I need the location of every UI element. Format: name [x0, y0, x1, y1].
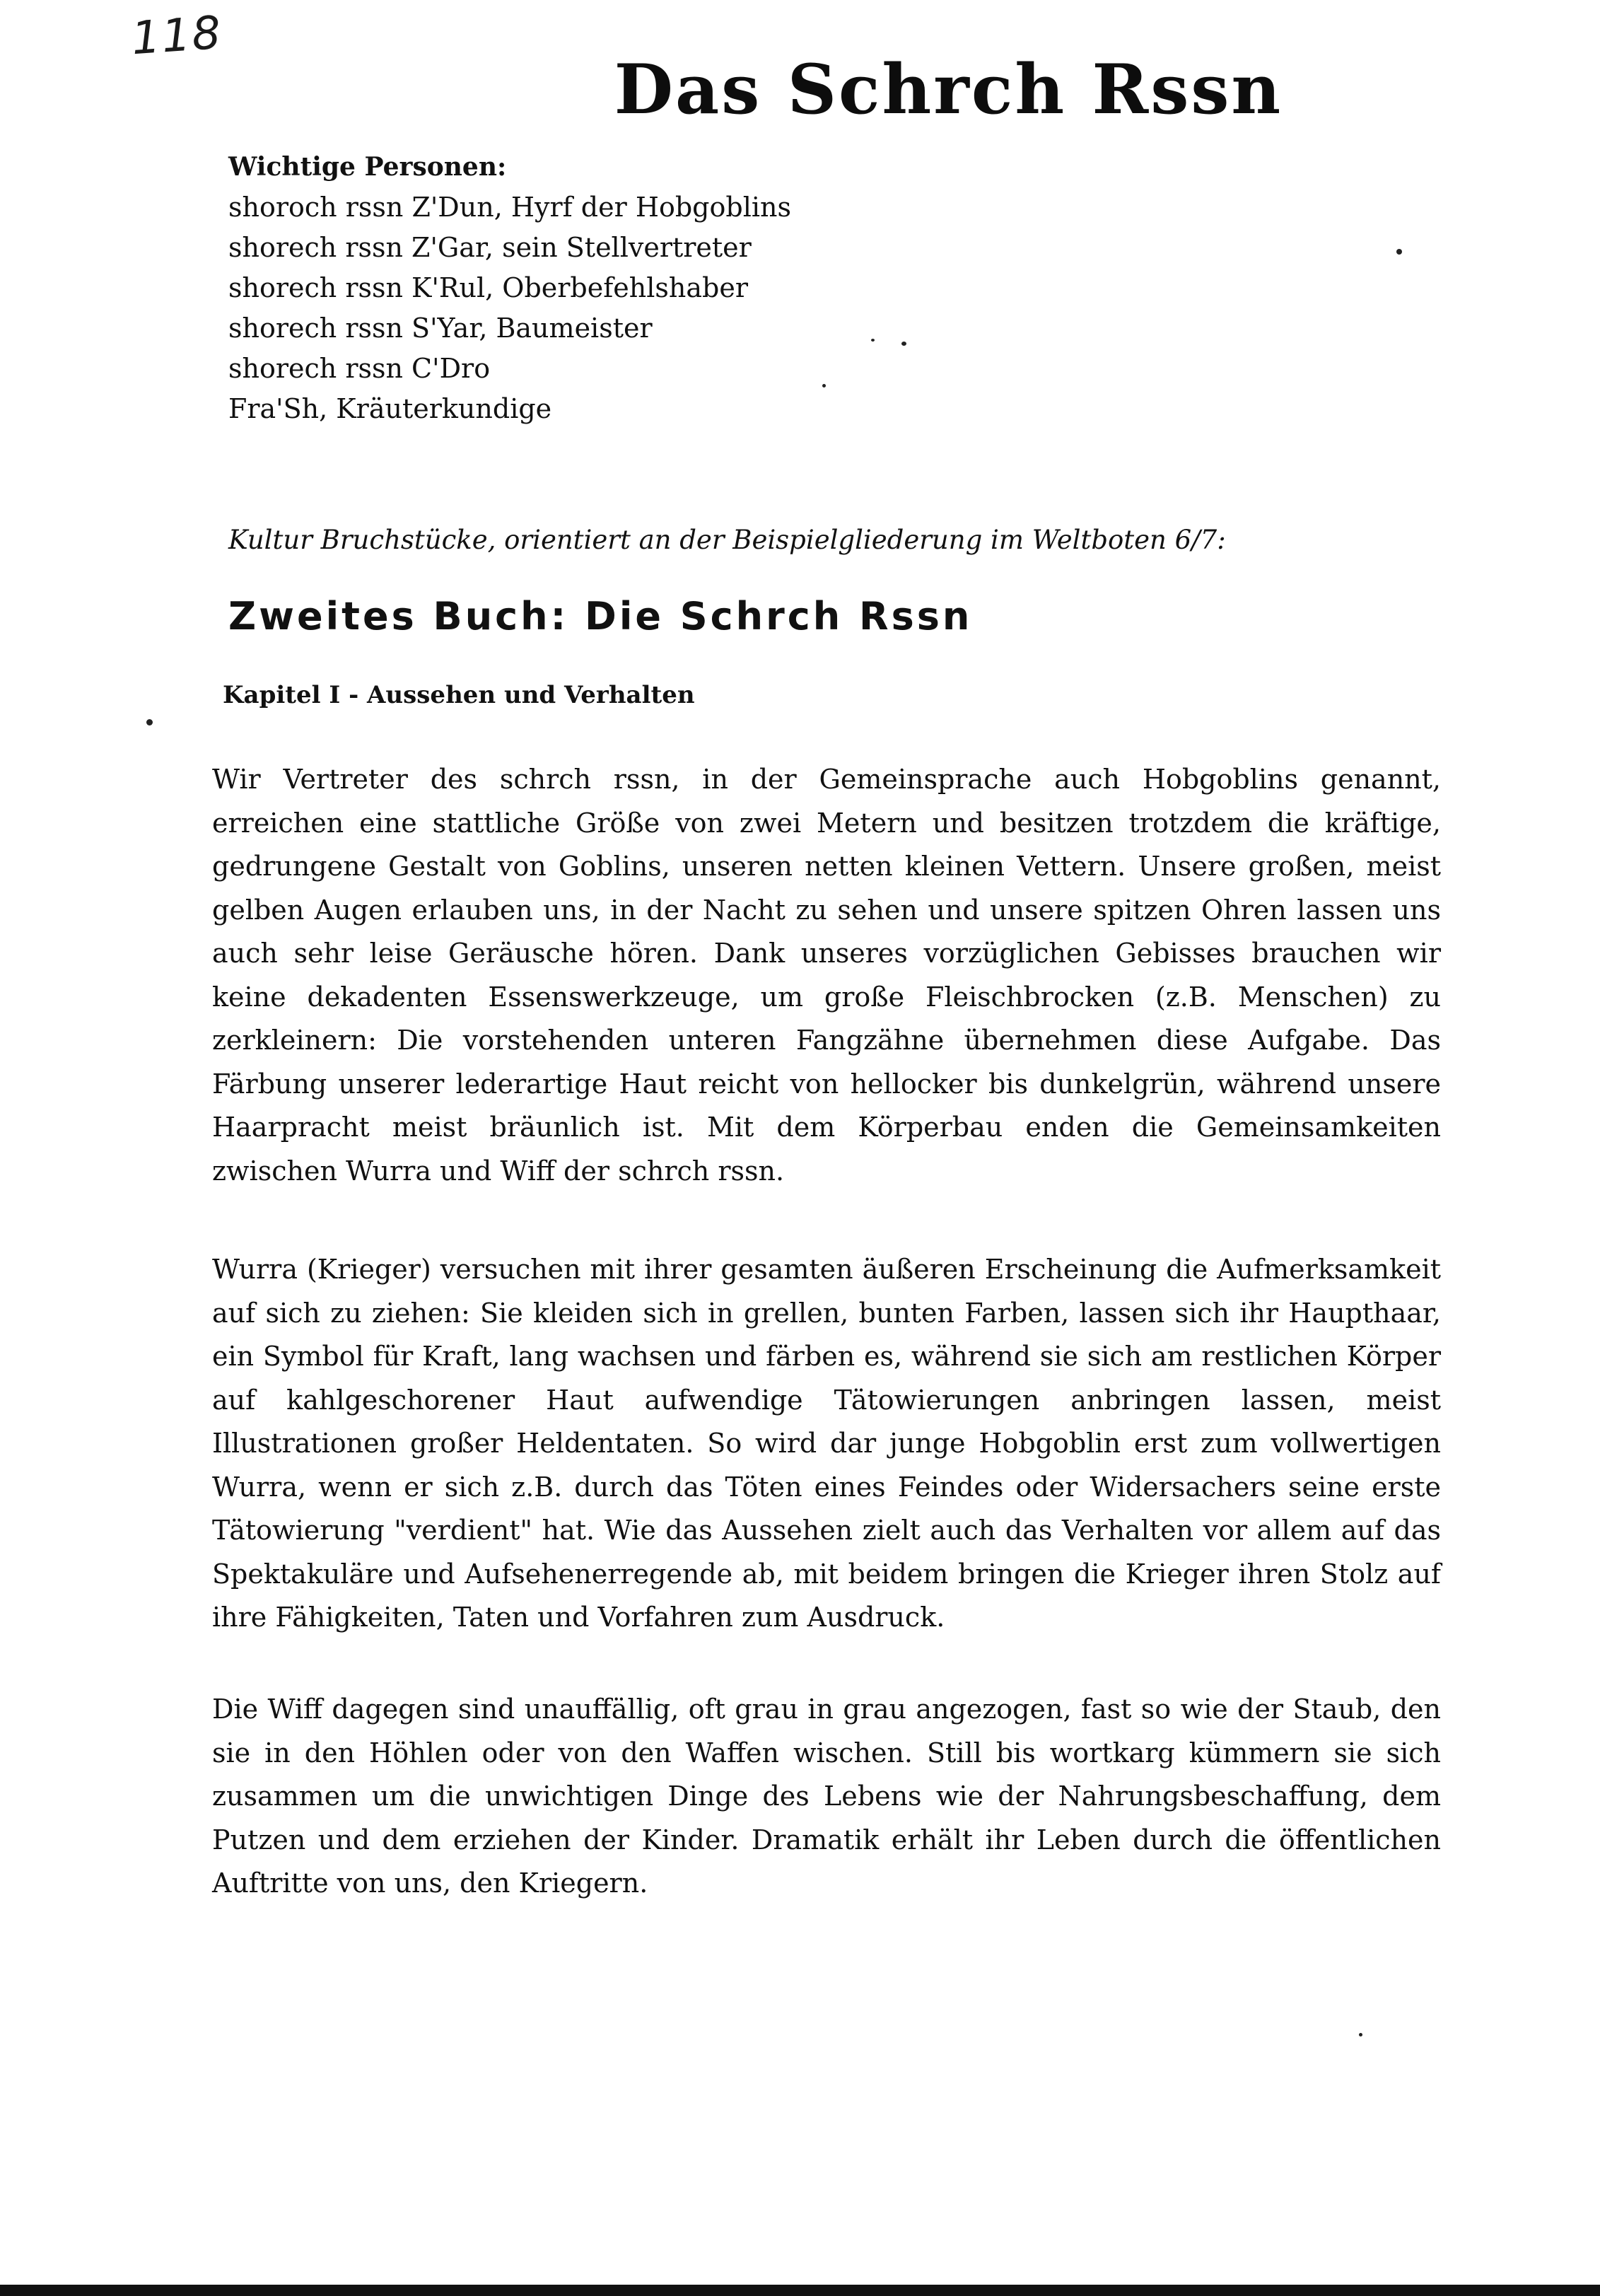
scan-speck: [822, 384, 826, 387]
scan-speck: [1396, 249, 1402, 255]
intro-line: Kultur Bruchstücke, orientiert an der Beispielgliederung im Weltboten 6/7:: [228, 525, 1226, 555]
page-title: Das Schrch Rssn: [614, 49, 1283, 129]
persons-section: [228, 147, 791, 429]
scan-speck: [1359, 2033, 1362, 2036]
paragraph-wiff: Die Wiff dagegen sind unauffällig, oft grau in grau angezogen, fast so wie der Staub, den sie in den Höhlen oder von den Waffen wischen. Still bis wortkarg kümmern sie sich zusammen um die unwichtigen Dinge des Lebens wie der Nahrungsbeschaffung, dem Putzen und dem erziehen der Kinder. Dramatik erhält ihr Leben durch die öffentlichen Auftritte von uns, den Kriegern.: [212, 1694, 1441, 1899]
page-number: 118: [129, 6, 224, 66]
paragraph-wurra: Wurra (Krieger) versuchen mit ihrer gesamten äußeren Erscheinung die Aufmerksamkeit auf sich zu ziehen: Sie kleiden sich in grellen, bunten Farben, lassen sich ihr Haupthaar, ein Symbol für Kraft, lang wachsen und färben es, während sie sich am restlichen Körper auf kahlgeschorener Haut aufwendige Tätowierungen anbringen lassen, meist Illustrationen großer Heldentaten. So wird dar junge Hobgoblin erst zum vollwertigen Wurra, wenn er sich z.B. durch das Töten eines Feindes oder Widersachers seine erste Tätowierung "verdient" hat. Wie das Aussehen zielt auch das Verhalten vor allem auf das Spektakuläre und Aufsehenerregende ab, mit beidem bringen die Krieger ihren Stolz auf ihre Fähigkeiten, Taten und Vorfahren zum Ausdruck.: [212, 1254, 1441, 1633]
scan-edge-bar: [0, 2285, 1600, 2296]
scan-speck: [901, 342, 906, 346]
chapter-heading: Kapitel I - Aussehen und Verhalten: [223, 681, 695, 709]
person-line: shoroch rssn Z'Dun, Hyrf der Hobgoblins: [228, 192, 791, 223]
scan-speck: [871, 339, 875, 342]
person-line: shorech rssn C'Dro: [228, 353, 491, 384]
person-line: shorech rssn K'Rul, Oberbefehlshaber: [228, 272, 749, 303]
book-heading: Zweites Buch: Die Schrch Rssn: [228, 594, 973, 639]
person-line: shorech rssn Z'Gar, sein Stellvertreter: [228, 232, 752, 263]
scan-speck: [146, 719, 153, 725]
persons-heading: Wichtige Personen:: [228, 152, 507, 182]
person-line: shorech rssn S'Yar, Baumeister: [228, 313, 653, 344]
person-line: Fra'Sh, Kräuterkundige: [228, 393, 552, 424]
paragraph-appearance: Wir Vertreter des schrch rssn, in der Gemeinsprache auch Hobgoblins genannt, erreichen eine stattliche Größe von zwei Metern und besitzen trotzdem die kräftige, gedrungene Gestalt von Goblins, unseren netten kleinen Vettern. Unsere großen, meist gelben Augen erlauben uns, in der Nacht zu sehen und unsere spitzen Ohren lassen uns auch sehr leise Geräusche hören. Dank unseres vorzüglichen Gebisses brauchen wir keine dekadenten Essenswerkzeuge, um große Fleischbrocken (z.B. Menschen) zu zerkleinern: Die vorstehenden unteren Fangzähne übernehmen diese Aufgabe. Das Färbung unserer lederartige Haut reicht von hellocker bis dunkelgrün, während unsere Haarpracht meist bräunlich ist. Mit dem Körperbau enden die Gemeinsamkeiten zwischen Wurra und Wiff der schrch rssn.: [212, 764, 1441, 1187]
